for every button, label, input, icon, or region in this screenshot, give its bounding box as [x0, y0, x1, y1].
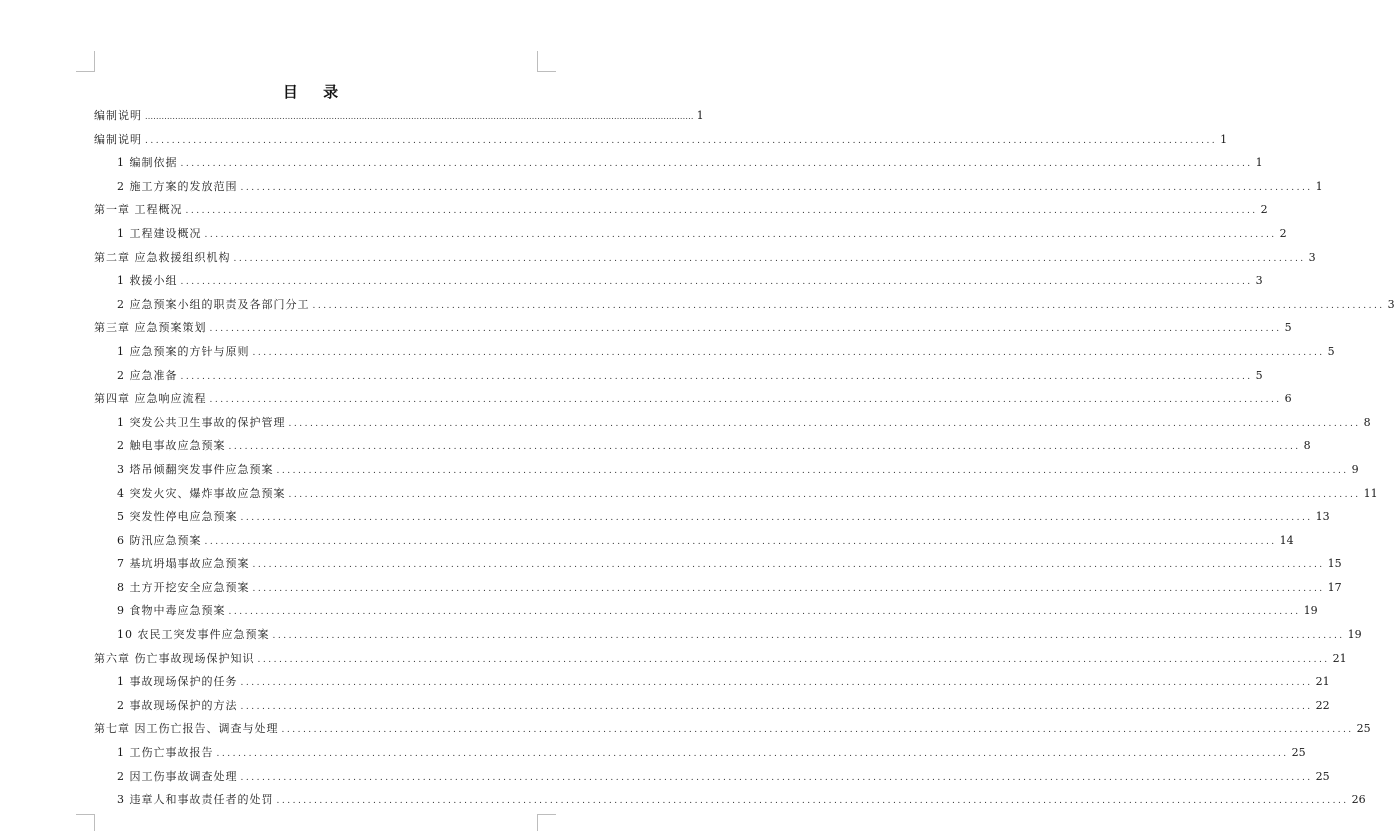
toc-entry[interactable] [94, 128, 1228, 152]
toc-entry[interactable] [94, 104, 704, 128]
toc-leader-dots: ........................................................................................................................................................................................................ [180, 371, 1253, 382]
toc-entry-title: 8 土方开挖安全应急预案 [117, 580, 250, 594]
toc-entry[interactable] [94, 670, 1330, 694]
toc-entry-title: 2 因工伤事故调查处理 [117, 769, 238, 783]
toc-entry-page-number: 1 [1255, 156, 1263, 170]
toc-leader-dots: ........................................................................................................................................................................................................ [216, 749, 1289, 760]
crop-mark-bottom-right [537, 814, 556, 831]
toc-entry[interactable] [94, 293, 1395, 317]
toc-entry-title: 9 食物中毒应急预案 [117, 604, 226, 618]
toc-entry-title: 1 突发公共卫生事故的保护管理 [117, 415, 286, 429]
toc-entry-title: 6 防汛应急预案 [117, 533, 202, 547]
toc-leader-dots: ........................................................................................................................................................................................................ [257, 654, 1330, 665]
toc-leader-dots: ........................................................................................................................................................................................................ [204, 536, 1277, 547]
toc-entry-page-number: 25 [1356, 722, 1371, 736]
toc-entry[interactable] [94, 647, 1347, 671]
toc-entry-title: 2 触电事故应急预案 [117, 439, 226, 453]
toc-title: 目 录 [282, 83, 349, 101]
toc-entry[interactable] [94, 151, 1263, 175]
toc-entry[interactable] [94, 599, 1318, 623]
toc-entry-page-number: 2 [1279, 226, 1287, 240]
toc-entry-page-number: 1 [696, 109, 704, 122]
toc-entry[interactable] [94, 576, 1342, 600]
crop-mark-top-left [76, 51, 95, 72]
toc-entry-page-number: 25 [1315, 769, 1330, 783]
toc-leader-dots: ........................................................................................................................................................................................................ [209, 395, 1282, 406]
toc-leader-dots: ........................................................................................................................................................................................................ [209, 324, 1282, 335]
table-of-contents [94, 104, 1395, 812]
toc-entry-page-number: 21 [1332, 651, 1347, 665]
toc-leader-dots: ........................................................................................................................................................................................................ [240, 182, 1313, 193]
toc-entry-title: 10 农民工突发事件应急预案 [117, 628, 270, 642]
toc-entry-page-number: 3 [1255, 274, 1263, 288]
toc-entry[interactable] [94, 717, 1371, 741]
toc-entry-title: 1 工伤亡事故报告 [117, 746, 214, 760]
toc-entry[interactable] [94, 411, 1371, 435]
toc-entry[interactable] [94, 316, 1292, 340]
toc-entry-page-number: 5 [1284, 321, 1292, 335]
toc-entry-title: 2 事故现场保护的方法 [117, 698, 238, 712]
toc-entry-page-number: 19 [1347, 628, 1362, 642]
toc-entry-page-number: 15 [1327, 557, 1342, 571]
toc-entry[interactable] [94, 741, 1306, 765]
toc-entry[interactable] [94, 175, 1323, 199]
toc-entry-page-number: 13 [1315, 510, 1330, 524]
toc-entry-title: 4 突发火灾、爆炸事故应急预案 [117, 486, 286, 500]
toc-entry[interactable] [94, 788, 1366, 812]
toc-entry-page-number: 9 [1351, 462, 1359, 476]
toc-entry-title: 2 施工方案的发放范围 [117, 179, 238, 193]
toc-entry-page-number: 17 [1327, 580, 1342, 594]
toc-entry-title: 第一章 工程概况 [94, 203, 183, 217]
toc-leader-dots: ........................................................................................................................................................................................................ [228, 442, 1301, 453]
toc-leader-dots: ........................................................................................................................................................................................................ [233, 253, 1306, 264]
toc-entry-title: 编制说明 [94, 109, 142, 122]
toc-entry-page-number: 6 [1284, 392, 1292, 406]
toc-entry-page-number: 5 [1255, 368, 1263, 382]
toc-entry[interactable] [94, 364, 1263, 388]
toc-leader-dots: ........................................................................................................................................................................................................ [180, 159, 1253, 170]
toc-entry-page-number: 3 [1308, 250, 1316, 264]
toc-entry-page-number: 2 [1260, 203, 1268, 217]
toc-entry-page-number: 22 [1315, 698, 1330, 712]
toc-entry-page-number: 11 [1363, 486, 1378, 500]
toc-leader-dots: ........................................................................................................................................................................................................ [145, 112, 694, 121]
toc-entry-page-number: 26 [1351, 793, 1366, 807]
toc-entry[interactable] [94, 198, 1268, 222]
toc-leader-dots: ........................................................................................................................................................................................................ [145, 135, 1218, 146]
toc-leader-dots: ........................................................................................................................................................................................................ [252, 560, 1325, 571]
toc-leader-dots: ........................................................................................................................................................................................................ [252, 347, 1325, 358]
toc-entry[interactable] [94, 387, 1292, 411]
toc-entry-page-number: 8 [1363, 415, 1371, 429]
toc-leader-dots: ........................................................................................................................................................................................................ [272, 631, 1345, 642]
toc-entry-page-number: 1 [1220, 132, 1228, 146]
toc-leader-dots: ........................................................................................................................................................................................................ [252, 583, 1325, 594]
toc-entry-title: 1 工程建设概况 [117, 226, 202, 240]
toc-entry-title: 第四章 应急响应流程 [94, 392, 207, 406]
toc-entry-title: 1 应急预案的方针与原则 [117, 344, 250, 358]
toc-entry[interactable] [94, 765, 1330, 789]
toc-entry-page-number: 1 [1315, 179, 1323, 193]
toc-leader-dots: ........................................................................................................................................................................................................ [276, 465, 1349, 476]
toc-entry-title: 2 应急预案小组的职责及各部门分工 [117, 297, 310, 311]
toc-entry-page-number: 25 [1291, 746, 1306, 760]
toc-entry[interactable] [94, 340, 1335, 364]
toc-leader-dots: ........................................................................................................................................................................................................ [228, 607, 1301, 618]
toc-entry[interactable] [94, 269, 1263, 293]
toc-entry-page-number: 8 [1303, 439, 1311, 453]
toc-leader-dots: ........................................................................................................................................................................................................ [240, 678, 1313, 689]
toc-leader-dots: ........................................................................................................................................................................................................ [204, 229, 1277, 240]
toc-entry[interactable] [94, 222, 1287, 246]
toc-entry-title: 第三章 应急预案策划 [94, 321, 207, 335]
toc-entry-title: 3 违章人和事故责任者的处罚 [117, 793, 274, 807]
toc-entry[interactable] [94, 552, 1342, 576]
toc-entry-title: 2 应急准备 [117, 368, 178, 382]
toc-entry-page-number: 14 [1279, 533, 1294, 547]
toc-entry-title: 编制说明 [94, 132, 142, 146]
toc-entry-title: 7 基坑坍塌事故应急预案 [117, 557, 250, 571]
toc-entry-title: 3 塔吊倾翻突发事件应急预案 [117, 462, 274, 476]
toc-leader-dots: ........................................................................................................................................................................................................ [240, 701, 1313, 712]
crop-mark-top-right [537, 51, 556, 72]
toc-entry-title: 1 编制依据 [117, 156, 178, 170]
toc-leader-dots: ........................................................................................................................................................................................................ [185, 206, 1258, 217]
toc-leader-dots: ........................................................................................................................................................................................................ [288, 418, 1361, 429]
crop-mark-bottom-left [76, 814, 95, 831]
toc-entry-title: 1 事故现场保护的任务 [117, 675, 238, 689]
toc-entry[interactable] [94, 505, 1330, 529]
toc-entry-title: 5 突发性停电应急预案 [117, 510, 238, 524]
toc-entry[interactable] [94, 246, 1316, 270]
toc-entry-page-number: 21 [1315, 675, 1330, 689]
toc-entry[interactable] [94, 623, 1362, 647]
toc-entry-title: 第七章 因工伤亡报告、调查与处理 [94, 722, 279, 736]
toc-leader-dots: ........................................................................................................................................................................................................ [281, 725, 1354, 736]
toc-leader-dots: ........................................................................................................................................................................................................ [312, 300, 1385, 311]
toc-entry[interactable] [94, 434, 1311, 458]
toc-leader-dots: ........................................................................................................................................................................................................ [288, 489, 1361, 500]
toc-entry[interactable] [94, 482, 1378, 506]
toc-entry-title: 第二章 应急救援组织机构 [94, 250, 231, 264]
toc-entry-page-number: 5 [1327, 344, 1335, 358]
toc-entry[interactable] [94, 529, 1294, 553]
toc-leader-dots: ........................................................................................................................................................................................................ [240, 513, 1313, 524]
toc-entry-title: 1 救援小组 [117, 274, 178, 288]
toc-entry-title: 第六章 伤亡事故现场保护知识 [94, 651, 255, 665]
toc-entry[interactable] [94, 458, 1359, 482]
toc-leader-dots: ........................................................................................................................................................................................................ [240, 772, 1313, 783]
toc-leader-dots: ........................................................................................................................................................................................................ [276, 796, 1349, 807]
toc-entry-page-number: 3 [1387, 297, 1395, 311]
toc-entry[interactable] [94, 694, 1330, 718]
toc-entry-page-number: 19 [1303, 604, 1318, 618]
toc-leader-dots: ........................................................................................................................................................................................................ [180, 277, 1253, 288]
